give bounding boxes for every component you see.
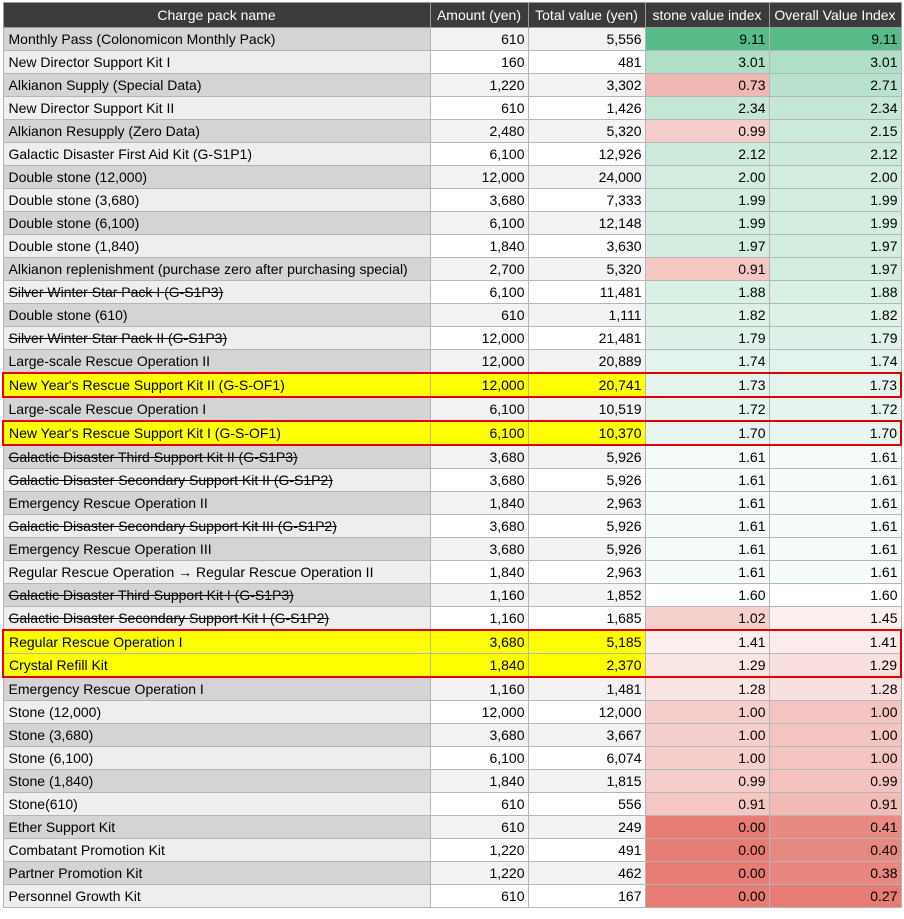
cell-pack-name[interactable]: Galactic Disaster First Aid Kit (G-S1P1): [3, 143, 430, 166]
table-row: [3, 469, 901, 492]
cell-total-value[interactable]: 24,000: [528, 166, 645, 189]
cell-overall-index[interactable]: 1.88: [769, 281, 901, 304]
cell-total-value[interactable]: 12,926: [528, 143, 645, 166]
cell-amount[interactable]: 160: [430, 51, 528, 74]
cell-amount[interactable]: 6,100: [430, 421, 528, 445]
cell-pack-name[interactable]: Galactic Disaster Secondary Support Kit III (G-S1P2): [3, 515, 430, 538]
cell-overall-index[interactable]: 1.97: [769, 235, 901, 258]
table-row: [3, 28, 901, 51]
table-row: [3, 770, 901, 793]
cell-amount[interactable]: 1,160: [430, 584, 528, 607]
cell-overall-index[interactable]: 1.99: [769, 212, 901, 235]
cell-pack-name[interactable]: Galactic Disaster Secondary Support Kit II (G-S1P2): [3, 469, 430, 492]
table-row: [3, 492, 901, 515]
cell-stone-index[interactable]: 0.73: [645, 74, 769, 97]
table-row: [3, 515, 901, 538]
cell-stone-index[interactable]: 0.91: [645, 793, 769, 816]
cell-stone-index[interactable]: 1.61: [645, 492, 769, 515]
cell-pack-name[interactable]: Silver Winter Star Pack I (G-S1P3): [3, 281, 430, 304]
cell-amount[interactable]: 6,100: [430, 143, 528, 166]
table-row: [3, 235, 901, 258]
table-row: [3, 397, 901, 421]
table-row: [3, 189, 901, 212]
cell-overall-index[interactable]: 3.01: [769, 51, 901, 74]
table-row: [3, 538, 901, 561]
cell-stone-index[interactable]: 0.00: [645, 862, 769, 885]
cell-total-value[interactable]: 462: [528, 862, 645, 885]
cell-amount[interactable]: 3,680: [430, 515, 528, 538]
cell-total-value[interactable]: 5,556: [528, 28, 645, 51]
cell-stone-index[interactable]: 1.61: [645, 469, 769, 492]
cell-amount[interactable]: 1,220: [430, 839, 528, 862]
cell-amount[interactable]: 12,000: [430, 327, 528, 350]
cell-amount[interactable]: 1,840: [430, 492, 528, 515]
cell-amount[interactable]: 2,480: [430, 120, 528, 143]
cell-pack-name[interactable]: Ether Support Kit: [3, 816, 430, 839]
cell-overall-index[interactable]: 1.61: [769, 538, 901, 561]
cell-amount[interactable]: 1,840: [430, 235, 528, 258]
cell-total-value[interactable]: 491: [528, 839, 645, 862]
cell-stone-index[interactable]: 1.29: [645, 654, 769, 678]
cell-total-value[interactable]: 20,741: [528, 373, 645, 397]
header-charge-pack-name[interactable]: Charge pack name: [3, 3, 430, 28]
cell-pack-name[interactable]: Double stone (12,000): [3, 166, 430, 189]
cell-amount[interactable]: 1,840: [430, 770, 528, 793]
cell-amount[interactable]: 1,840: [430, 561, 528, 584]
charge-pack-table: [2, 2, 902, 908]
cell-overall-index[interactable]: 2.00: [769, 166, 901, 189]
cell-stone-index[interactable]: 0.99: [645, 770, 769, 793]
cell-overall-index[interactable]: 1.70: [769, 421, 901, 445]
table-body: [3, 28, 901, 908]
cell-pack-name[interactable]: Double stone (610): [3, 304, 430, 327]
table-row: [3, 607, 901, 631]
cell-overall-index[interactable]: 2.15: [769, 120, 901, 143]
cell-total-value[interactable]: 5,320: [528, 258, 645, 281]
cell-amount[interactable]: 610: [430, 28, 528, 51]
cell-amount[interactable]: 6,100: [430, 212, 528, 235]
table-row: [3, 120, 901, 143]
table-row: [3, 258, 901, 281]
cell-stone-index[interactable]: 1.28: [645, 677, 769, 701]
table-row: [3, 445, 901, 469]
cell-pack-name[interactable]: New Director Support Kit I: [3, 51, 430, 74]
cell-total-value[interactable]: 5,926: [528, 445, 645, 469]
table-row: [3, 421, 901, 445]
cell-total-value[interactable]: 7,333: [528, 189, 645, 212]
table-row: [3, 327, 901, 350]
cell-stone-index[interactable]: 1.82: [645, 304, 769, 327]
cell-overall-index[interactable]: 1.73: [769, 373, 901, 397]
table-row: [3, 212, 901, 235]
cell-pack-name[interactable]: Alkianon replenishment (purchase zero after purchasing special): [3, 258, 430, 281]
cell-amount[interactable]: 1,840: [430, 654, 528, 678]
cell-stone-index[interactable]: 1.97: [645, 235, 769, 258]
cell-pack-name[interactable]: Regular Rescue Operation → Regular Rescue Operation II: [3, 561, 430, 584]
cell-overall-index[interactable]: 1.61: [769, 561, 901, 584]
header-row: [3, 3, 901, 28]
cell-stone-index[interactable]: 1.99: [645, 189, 769, 212]
cell-total-value[interactable]: 249: [528, 816, 645, 839]
cell-total-value[interactable]: 5,926: [528, 515, 645, 538]
cell-total-value[interactable]: 1,426: [528, 97, 645, 120]
cell-stone-index[interactable]: 1.00: [645, 724, 769, 747]
cell-overall-index[interactable]: 9.11: [769, 28, 901, 51]
cell-pack-name[interactable]: Partner Promotion Kit: [3, 862, 430, 885]
cell-total-value[interactable]: 3,667: [528, 724, 645, 747]
cell-total-value[interactable]: 3,302: [528, 74, 645, 97]
cell-pack-name[interactable]: Personnel Growth Kit: [3, 885, 430, 908]
table-row: [3, 143, 901, 166]
cell-pack-name[interactable]: Emergency Rescue Operation III: [3, 538, 430, 561]
cell-total-value[interactable]: 481: [528, 51, 645, 74]
cell-overall-index[interactable]: 2.12: [769, 143, 901, 166]
cell-stone-index[interactable]: 2.12: [645, 143, 769, 166]
cell-pack-name[interactable]: Galactic Disaster Secondary Support Kit I (G-S1P2): [3, 607, 430, 631]
cell-stone-index[interactable]: 3.01: [645, 51, 769, 74]
cell-stone-index[interactable]: 1.73: [645, 373, 769, 397]
cell-total-value[interactable]: 21,481: [528, 327, 645, 350]
cell-total-value[interactable]: 12,000: [528, 701, 645, 724]
cell-amount[interactable]: 12,000: [430, 701, 528, 724]
cell-overall-index[interactable]: 1.61: [769, 492, 901, 515]
cell-total-value[interactable]: 11,481: [528, 281, 645, 304]
table-row: [3, 166, 901, 189]
cell-pack-name[interactable]: Regular Rescue Operation I: [3, 630, 430, 654]
cell-stone-index[interactable]: 1.02: [645, 607, 769, 631]
cell-total-value[interactable]: 1,111: [528, 304, 645, 327]
table-row: [3, 51, 901, 74]
table-row: [3, 281, 901, 304]
cell-pack-name[interactable]: Alkianon Resupply (Zero Data): [3, 120, 430, 143]
cell-stone-index[interactable]: 1.99: [645, 212, 769, 235]
cell-overall-index[interactable]: 1.60: [769, 584, 901, 607]
table-row: [3, 885, 901, 908]
header-overall-value-index[interactable]: Overall Value Index: [769, 3, 901, 28]
cell-pack-name[interactable]: Stone (1,840): [3, 770, 430, 793]
table-row: [3, 816, 901, 839]
cell-stone-index[interactable]: 0.00: [645, 885, 769, 908]
cell-pack-name[interactable]: New Director Support Kit II: [3, 97, 430, 120]
table-row: [3, 630, 901, 654]
cell-pack-name[interactable]: Stone (6,100): [3, 747, 430, 770]
cell-pack-name[interactable]: New Year's Rescue Support Kit II (G-S-OF1): [3, 373, 430, 397]
cell-overall-index[interactable]: 1.00: [769, 747, 901, 770]
cell-pack-name[interactable]: Galactic Disaster Third Support Kit II (G-S1P3): [3, 445, 430, 469]
cell-stone-index[interactable]: 9.11: [645, 28, 769, 51]
cell-total-value[interactable]: 10,370: [528, 421, 645, 445]
cell-pack-name[interactable]: Stone(610): [3, 793, 430, 816]
cell-overall-index[interactable]: 1.79: [769, 327, 901, 350]
cell-overall-index[interactable]: 0.27: [769, 885, 901, 908]
cell-amount[interactable]: 1,160: [430, 677, 528, 701]
cell-pack-name[interactable]: Large-scale Rescue Operation I: [3, 397, 430, 421]
cell-pack-name[interactable]: Stone (12,000): [3, 701, 430, 724]
cell-overall-index[interactable]: 1.28: [769, 677, 901, 701]
cell-amount[interactable]: 6,100: [430, 397, 528, 421]
cell-overall-index[interactable]: 1.99: [769, 189, 901, 212]
cell-overall-index[interactable]: 0.99: [769, 770, 901, 793]
cell-stone-index[interactable]: 0.00: [645, 816, 769, 839]
cell-amount[interactable]: 2,700: [430, 258, 528, 281]
cell-total-value[interactable]: 556: [528, 793, 645, 816]
cell-total-value[interactable]: 2,963: [528, 561, 645, 584]
table-row: [3, 304, 901, 327]
cell-total-value[interactable]: 1,815: [528, 770, 645, 793]
cell-overall-index[interactable]: 1.97: [769, 258, 901, 281]
cell-stone-index[interactable]: 1.72: [645, 397, 769, 421]
cell-total-value[interactable]: 2,963: [528, 492, 645, 515]
table-row: [3, 747, 901, 770]
cell-amount[interactable]: 12,000: [430, 373, 528, 397]
cell-amount[interactable]: 610: [430, 816, 528, 839]
table-row: [3, 701, 901, 724]
cell-overall-index[interactable]: 2.71: [769, 74, 901, 97]
cell-overall-index[interactable]: 1.74: [769, 350, 901, 374]
cell-amount[interactable]: 3,680: [430, 189, 528, 212]
cell-overall-index[interactable]: 0.40: [769, 839, 901, 862]
cell-overall-index[interactable]: 1.45: [769, 607, 901, 631]
table-row: [3, 724, 901, 747]
cell-amount[interactable]: 610: [430, 304, 528, 327]
cell-total-value[interactable]: 167: [528, 885, 645, 908]
cell-stone-index[interactable]: 1.00: [645, 747, 769, 770]
cell-stone-index[interactable]: 1.00: [645, 701, 769, 724]
table-row: [3, 793, 901, 816]
cell-total-value[interactable]: 5,320: [528, 120, 645, 143]
cell-overall-index[interactable]: 1.61: [769, 445, 901, 469]
cell-stone-index[interactable]: 2.34: [645, 97, 769, 120]
cell-pack-name[interactable]: Double stone (1,840): [3, 235, 430, 258]
cell-amount[interactable]: 1,220: [430, 74, 528, 97]
cell-pack-name[interactable]: Double stone (6,100): [3, 212, 430, 235]
cell-amount[interactable]: 610: [430, 97, 528, 120]
table-row: [3, 561, 901, 584]
cell-stone-index[interactable]: 1.61: [645, 445, 769, 469]
cell-amount[interactable]: 12,000: [430, 166, 528, 189]
table-row: [3, 654, 901, 678]
cell-pack-name[interactable]: Combatant Promotion Kit: [3, 839, 430, 862]
cell-total-value[interactable]: 3,630: [528, 235, 645, 258]
cell-pack-name[interactable]: Emergency Rescue Operation II: [3, 492, 430, 515]
cell-pack-name[interactable]: Double stone (3,680): [3, 189, 430, 212]
header-total-value[interactable]: Total value (yen): [528, 3, 645, 28]
cell-total-value[interactable]: 1,481: [528, 677, 645, 701]
cell-overall-index[interactable]: 1.72: [769, 397, 901, 421]
cell-total-value[interactable]: 5,185: [528, 630, 645, 654]
cell-total-value[interactable]: 2,370: [528, 654, 645, 678]
cell-stone-index[interactable]: 2.00: [645, 166, 769, 189]
table-row: [3, 74, 901, 97]
cell-amount[interactable]: 3,680: [430, 469, 528, 492]
table-row: [3, 839, 901, 862]
cell-amount[interactable]: 1,160: [430, 607, 528, 631]
cell-total-value[interactable]: 20,889: [528, 350, 645, 374]
cell-amount[interactable]: 6,100: [430, 747, 528, 770]
cell-stone-index[interactable]: 1.88: [645, 281, 769, 304]
cell-overall-index[interactable]: 0.38: [769, 862, 901, 885]
cell-stone-index[interactable]: 1.61: [645, 515, 769, 538]
cell-amount[interactable]: 3,680: [430, 630, 528, 654]
cell-overall-index[interactable]: 1.41: [769, 630, 901, 654]
cell-total-value[interactable]: 12,148: [528, 212, 645, 235]
cell-overall-index[interactable]: 1.82: [769, 304, 901, 327]
cell-total-value[interactable]: 6,074: [528, 747, 645, 770]
cell-total-value[interactable]: 1,685: [528, 607, 645, 631]
cell-pack-name[interactable]: Galactic Disaster Third Support Kit I (G-S1P3): [3, 584, 430, 607]
cell-stone-index[interactable]: 1.70: [645, 421, 769, 445]
cell-amount[interactable]: 3,680: [430, 445, 528, 469]
table-row: [3, 350, 901, 374]
cell-stone-index[interactable]: 0.99: [645, 120, 769, 143]
cell-stone-index[interactable]: 1.61: [645, 538, 769, 561]
cell-pack-name[interactable]: Emergency Rescue Operation I: [3, 677, 430, 701]
cell-pack-name[interactable]: Stone (3,680): [3, 724, 430, 747]
cell-pack-name[interactable]: Alkianon Supply (Special Data): [3, 74, 430, 97]
cell-total-value[interactable]: 1,852: [528, 584, 645, 607]
cell-overall-index[interactable]: 0.91: [769, 793, 901, 816]
cell-pack-name[interactable]: Monthly Pass (Colonomicon Monthly Pack): [3, 28, 430, 51]
cell-overall-index[interactable]: 1.29: [769, 654, 901, 678]
cell-pack-name[interactable]: Silver Winter Star Pack II (G-S1P3): [3, 327, 430, 350]
cell-pack-name[interactable]: Large-scale Rescue Operation II: [3, 350, 430, 374]
cell-pack-name[interactable]: Crystal Refill Kit: [3, 654, 430, 678]
cell-stone-index[interactable]: 0.91: [645, 258, 769, 281]
cell-stone-index[interactable]: 1.61: [645, 561, 769, 584]
cell-stone-index[interactable]: 1.79: [645, 327, 769, 350]
cell-amount[interactable]: 3,680: [430, 724, 528, 747]
cell-total-value[interactable]: 5,926: [528, 538, 645, 561]
cell-overall-index[interactable]: 0.41: [769, 816, 901, 839]
table-row: [3, 677, 901, 701]
cell-stone-index[interactable]: 0.00: [645, 839, 769, 862]
cell-stone-index[interactable]: 1.74: [645, 350, 769, 374]
cell-amount[interactable]: 1,220: [430, 862, 528, 885]
cell-amount[interactable]: 12,000: [430, 350, 528, 374]
cell-total-value[interactable]: 10,519: [528, 397, 645, 421]
table-row: [3, 97, 901, 120]
table-row: [3, 373, 901, 397]
cell-stone-index[interactable]: 1.41: [645, 630, 769, 654]
cell-overall-index[interactable]: 1.00: [769, 701, 901, 724]
cell-overall-index[interactable]: 1.61: [769, 469, 901, 492]
table-row: [3, 862, 901, 885]
cell-amount[interactable]: 610: [430, 793, 528, 816]
cell-overall-index[interactable]: 1.00: [769, 724, 901, 747]
cell-total-value[interactable]: 5,926: [528, 469, 645, 492]
cell-stone-index[interactable]: 1.60: [645, 584, 769, 607]
table-row: [3, 584, 901, 607]
header-amount[interactable]: Amount (yen): [430, 3, 528, 28]
cell-amount[interactable]: 3,680: [430, 538, 528, 561]
cell-overall-index[interactable]: 1.61: [769, 515, 901, 538]
cell-amount[interactable]: 6,100: [430, 281, 528, 304]
cell-pack-name[interactable]: New Year's Rescue Support Kit I (G-S-OF1): [3, 421, 430, 445]
cell-overall-index[interactable]: 2.34: [769, 97, 901, 120]
header-stone-value-index[interactable]: stone value index: [645, 3, 769, 28]
cell-amount[interactable]: 610: [430, 885, 528, 908]
